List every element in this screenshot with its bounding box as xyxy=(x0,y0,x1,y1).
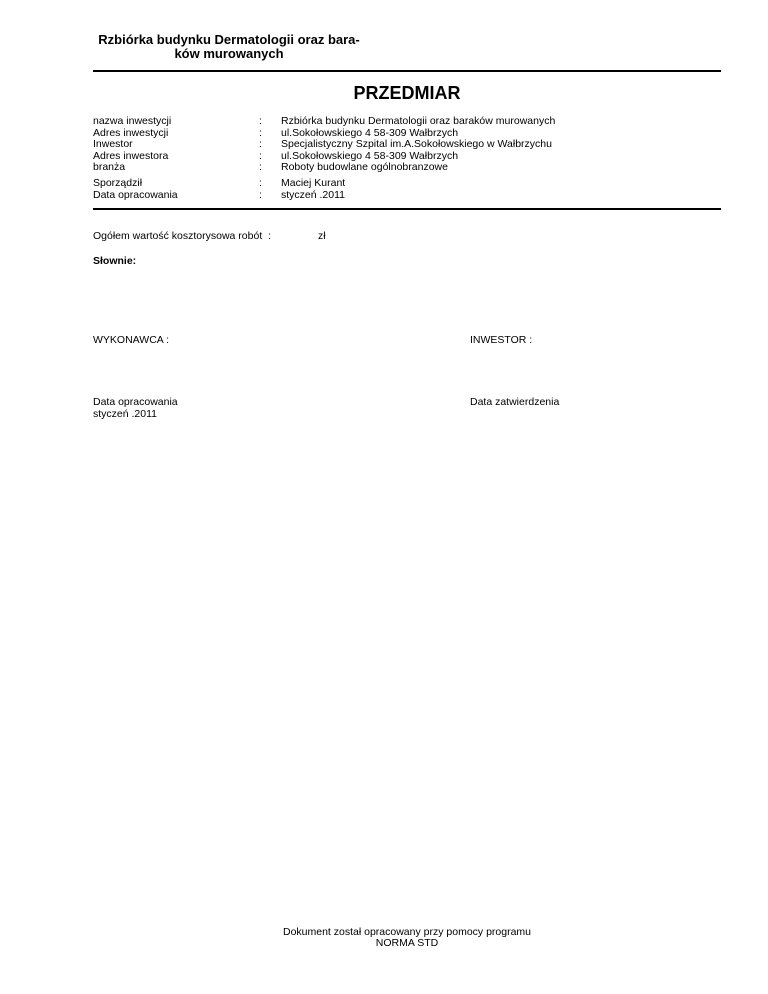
colon: : xyxy=(259,126,262,139)
details-values xyxy=(281,116,555,174)
contractor-label: WYKONAWCA : xyxy=(93,334,170,346)
label-investment-address: Adres inwestycji xyxy=(93,126,169,139)
label-prepared-by: Sporządził xyxy=(93,177,143,189)
approval-date-label: Data zatwierdzenia xyxy=(470,396,560,408)
value-preparation-date: styczeń .2011 xyxy=(281,188,346,201)
in-words-label: Słownie: xyxy=(93,255,137,267)
value-investor-address: ul.Sokołowskiego 4 58-309 Wałbrzych xyxy=(281,149,459,162)
total-currency: zł xyxy=(318,230,326,242)
value-prepared-by: Maciej Kurant xyxy=(281,177,346,189)
value-investment-address: ul.Sokołowskiego 4 58-309 Wałbrzych xyxy=(281,126,459,139)
colon: : xyxy=(259,161,262,173)
label-investor-address: Adres inwestora xyxy=(93,149,169,162)
colon: : xyxy=(259,115,262,127)
label-preparation-date: Data opracowania xyxy=(93,188,178,201)
label-investment-name: nazwa inwestycji xyxy=(93,115,172,127)
investor-label: INWESTOR : xyxy=(470,334,533,346)
footer-line-2: NORMA STD xyxy=(375,937,439,949)
colon: : xyxy=(259,177,262,189)
author-values xyxy=(281,178,345,201)
prepared-date-value: styczeń .2011 xyxy=(93,407,158,420)
label-trade: branża xyxy=(93,161,126,173)
value-investor: Specjalistyczny Szpital im.A.Sokołowskiego w Wałbrzychu xyxy=(281,138,552,150)
page-title: PRZEDMIAR xyxy=(353,83,461,103)
value-trade: Roboty budowlane ogólnobranzowe xyxy=(281,161,448,173)
header-line-1: Rzbiórka budynku Dermatologii oraz bara- xyxy=(98,32,360,47)
author-labels xyxy=(93,178,178,201)
details-labels xyxy=(93,116,171,174)
colon: : xyxy=(259,149,262,162)
prepared-date-label: Data opracowania xyxy=(93,396,178,408)
value-investment-name: Rzbiórka budynku Dermatologii oraz baraków murowanych xyxy=(281,115,556,127)
colon: : xyxy=(259,188,262,201)
colon: : xyxy=(259,138,262,150)
document-header xyxy=(0,33,458,61)
label-investor: Inwestor xyxy=(93,138,133,150)
total-value-label: Ogółem wartość kosztorysowa robót : xyxy=(93,230,271,242)
top-divider xyxy=(93,70,721,72)
header-line-2: ków murowanych xyxy=(174,46,284,61)
details-colons xyxy=(259,116,262,174)
middle-divider xyxy=(93,208,721,210)
footer-line-1: Dokument został opracowany przy pomocy programu xyxy=(282,926,532,938)
author-colons xyxy=(259,178,262,201)
footer xyxy=(93,927,721,949)
prepared-date-block xyxy=(93,397,178,420)
